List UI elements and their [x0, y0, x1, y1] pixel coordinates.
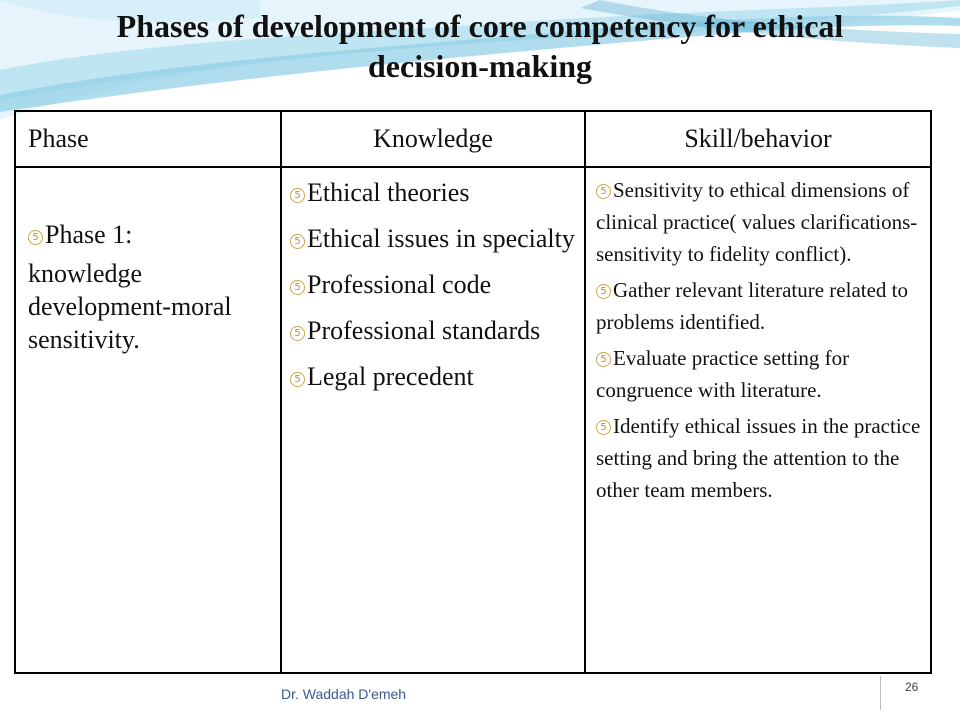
list-item [290, 222, 578, 256]
numbered-bullet-icon: 5 [290, 280, 305, 295]
phase-label [28, 218, 270, 251]
list-item [596, 174, 924, 270]
list-item [596, 274, 924, 338]
skill-item-text: Sensitivity to ethical dimensions of clinical practice( values clarifications-sensitivity to fidelity conflict). [596, 178, 918, 266]
skill-item-text: Gather relevant literature related to problems identified. [596, 278, 909, 334]
phase-label-text: Phase 1: [45, 220, 133, 249]
numbered-bullet-icon: 5 [596, 184, 611, 199]
table-row [15, 167, 931, 673]
list-item [290, 314, 578, 348]
list-item [596, 410, 924, 506]
skill-item-text: Evaluate practice setting for congruence with literature. [596, 346, 850, 402]
header-skill-behavior: Skill/behavior [585, 111, 931, 167]
numbered-bullet-icon: 5 [596, 284, 611, 299]
numbered-bullet-icon: 5 [596, 420, 611, 435]
knowledge-cell [281, 167, 585, 673]
slide-title [0, 6, 960, 86]
list-item [290, 360, 578, 394]
footer-divider [880, 676, 881, 710]
slide-page-number: 26 [905, 680, 919, 694]
knowledge-item-text: Ethical theories [307, 178, 470, 207]
header-phase: Phase [15, 111, 281, 167]
numbered-bullet-icon: 5 [290, 234, 305, 249]
numbered-bullet-icon: 5 [28, 230, 43, 245]
slide-title-line-2: decision-making [367, 48, 593, 84]
list-item [290, 268, 578, 302]
footer-author: Dr. Waddah D'emeh [281, 686, 407, 702]
knowledge-item-text: Legal precedent [307, 362, 474, 391]
skill-item-text: Identify ethical issues in the practice setting and bring the attention to the other team members. [596, 414, 921, 502]
list-item [290, 176, 578, 210]
table-header-row [15, 111, 931, 167]
list-item [596, 342, 924, 406]
knowledge-item-text: Professional code [307, 270, 492, 299]
slide-title-line-1: Phases of development of core competency for ethical [116, 8, 844, 44]
knowledge-item-text: Ethical issues in specialty [307, 224, 575, 253]
numbered-bullet-icon: 5 [290, 372, 305, 387]
skill-behavior-cell [585, 167, 931, 673]
numbered-bullet-icon: 5 [290, 326, 305, 341]
numbered-bullet-icon: 5 [290, 188, 305, 203]
phase-description: knowledge development-moral sensitivity. [28, 259, 232, 354]
numbered-bullet-icon: 5 [596, 352, 611, 367]
header-knowledge: Knowledge [281, 111, 585, 167]
competency-phase-table [14, 110, 932, 674]
phase-cell [15, 167, 281, 673]
knowledge-item-text: Professional standards [307, 316, 541, 345]
